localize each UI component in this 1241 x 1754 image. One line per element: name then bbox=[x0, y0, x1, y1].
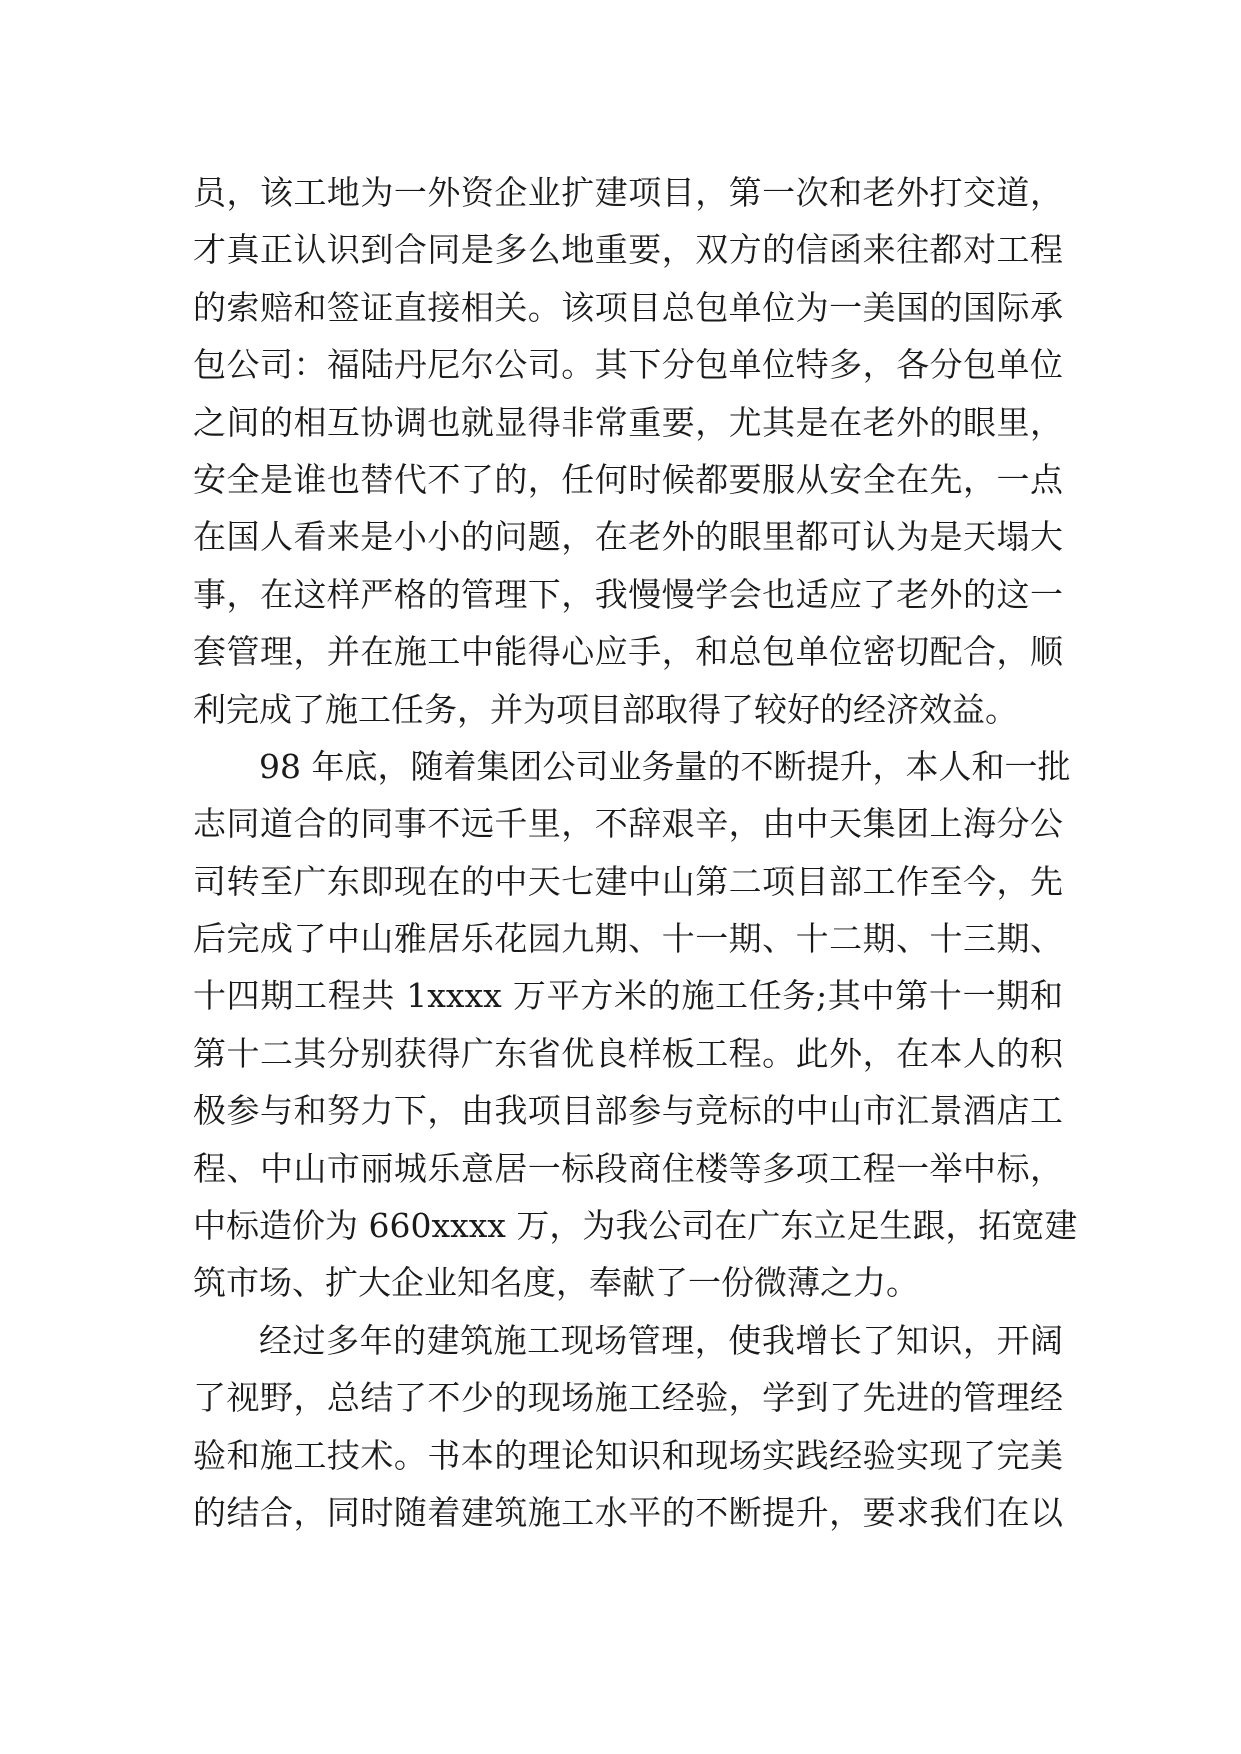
paragraph-2 bbox=[193, 738, 1078, 1312]
text-line: 验和施工技术。书本的理论知识和现场实践经验实现了完美 bbox=[193, 1435, 1063, 1475]
text-line: 了视野，总结了不少的现场施工经验，学到了先进的管理经 bbox=[193, 1378, 1063, 1418]
text-line: 的结合，同时随着建筑施工水平的不断提升，要求我们在以 bbox=[193, 1492, 1063, 1532]
text-line: 后完成了中山雅居乐花园九期、十一期、十二期、十三期、 bbox=[193, 919, 1063, 959]
text-line: 利完成了施工任务，并为项目部取得了较好的经济效益。 bbox=[193, 689, 1018, 729]
text-line: 筑市场、扩大企业知名度，奉献了一份微薄之力。 bbox=[193, 1263, 919, 1303]
text-line: 事，在这样严格的管理下，我慢慢学会也适应了老外的这一 bbox=[193, 574, 1063, 614]
text-line: 中标造价为 660xxxx 万，为我公司在广东立足生跟，拓宽建 bbox=[193, 1206, 1078, 1246]
text-line: 程、中山市丽城乐意居一标段商住楼等多项工程一举中标， bbox=[193, 1148, 1063, 1188]
text-line: 员，该工地为一外资企业扩建项目，第一次和老外打交道， bbox=[193, 173, 1063, 212]
text-line: 极参与和努力下，由我项目部参与竞标的中山市汇景酒店工 bbox=[193, 1091, 1063, 1131]
text-line: 第十二其分别获得广东省优良样板工程。此外，在本人的积 bbox=[193, 1033, 1063, 1073]
text-line: 司转至广东即现在的中天七建中山第二项目部工作至今，先 bbox=[193, 861, 1063, 901]
text-line: 十四期工程共 1xxxx 万平方米的施工任务;其中第十一期和 bbox=[193, 976, 1063, 1016]
text-line: 套管理，并在施工中能得心应手，和总包单位密切配合，顺 bbox=[193, 632, 1063, 672]
text-line: 安全是谁也替代不了的，任何时候都要服从安全在先，一点 bbox=[193, 459, 1063, 499]
text-line: 经过多年的建筑施工现场管理，使我增长了知识，开阔 bbox=[259, 1320, 1063, 1360]
text-line: 98 年底，随着集团公司业务量的不断提升，本人和一批 bbox=[259, 746, 1071, 786]
paragraph-3 bbox=[193, 1312, 1063, 1542]
text-line: 之间的相互协调也就显得非常重要，尤其是在老外的眼里， bbox=[193, 402, 1063, 442]
paragraph-1 bbox=[193, 164, 1063, 738]
document-body bbox=[193, 164, 1078, 1541]
text-line: 才真正认识到合同是多么地重要，双方的信函来往都对工程 bbox=[193, 230, 1063, 270]
text-line: 包公司：福陆丹尼尔公司。其下分包单位特多，各分包单位 bbox=[193, 345, 1063, 385]
text-line: 在国人看来是小小的问题，在老外的眼里都可认为是天塌大 bbox=[193, 517, 1063, 557]
text-line: 志同道合的同事不远千里，不辞艰辛，由中天集团上海分公 bbox=[193, 804, 1063, 844]
text-line: 的索赔和签证直接相关。该项目总包单位为一美国的国际承 bbox=[193, 287, 1063, 327]
